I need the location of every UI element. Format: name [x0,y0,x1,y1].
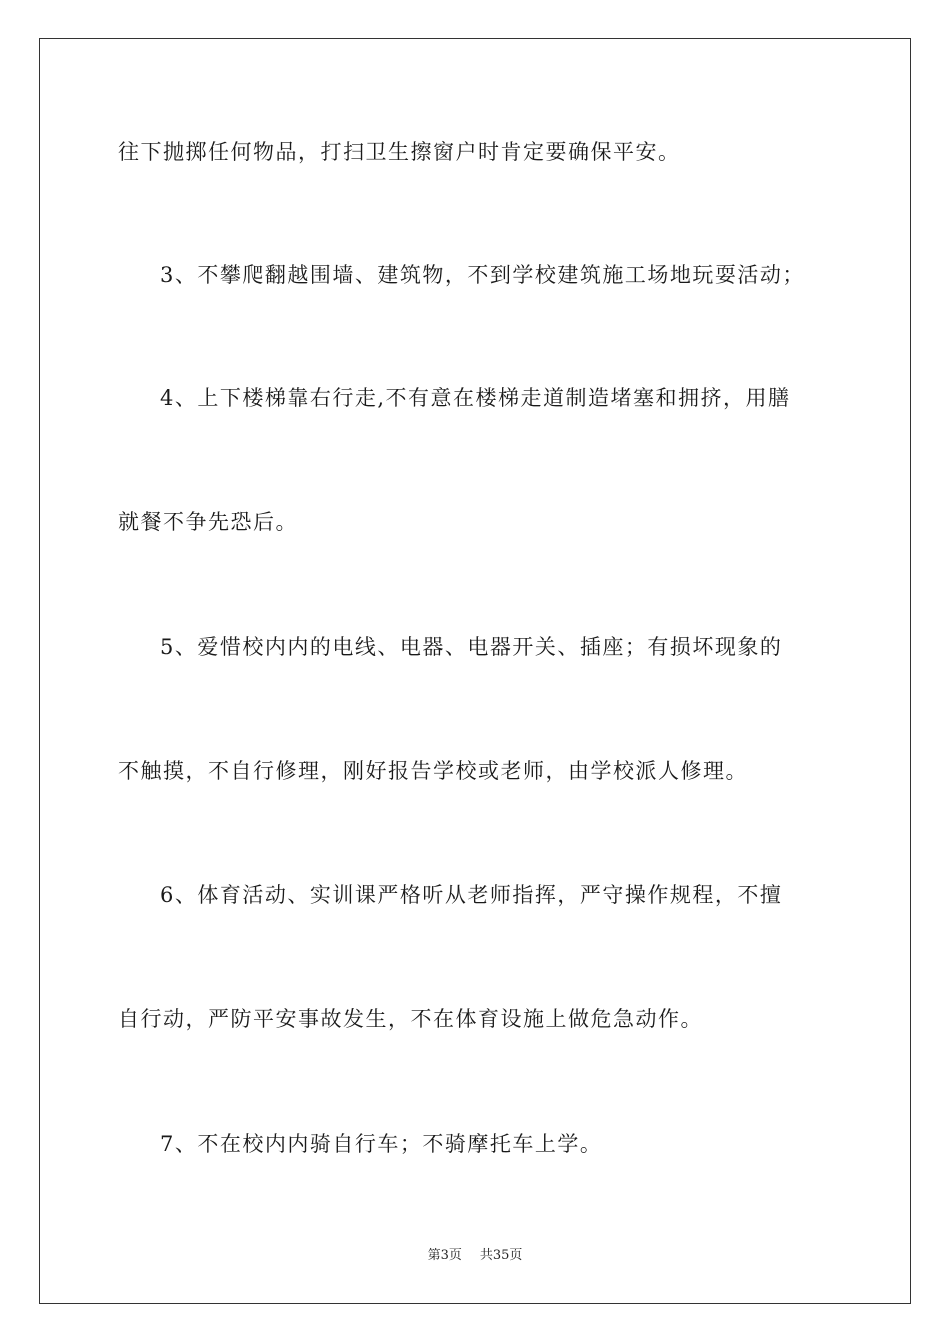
paragraph-line: 3、不攀爬翻越围墙、建筑物，不到学校建筑施工场地玩耍活动； [160,263,805,287]
paragraph-line: 7、不在校内内骑自行车；不骑摩托车上学。 [160,1132,603,1156]
page-number: 第3页 [427,1248,462,1263]
page-footer [0,1246,950,1266]
paragraph-line: 不触摸，不自行修理，刚好报告学校或老师，由学校派人修理。 [118,759,748,783]
paragraph-line: 就餐不争先恐后。 [118,510,298,534]
paragraph-line: 4、上下楼梯靠右行走,不有意在楼梯走道制造堵塞和拥挤，用膳 [160,386,791,410]
paragraph-line: 往下抛掷任何物品，打扫卫生擦窗户时肯定要确保平安。 [118,140,681,164]
paragraph-line: 6、体育活动、实训课严格听从老师指挥，严守操作规程，不擅 [160,883,783,907]
paragraph-line: 自行动，严防平安事故发生，不在体育设施上做危急动作。 [118,1007,703,1031]
paragraph-line: 5、爱惜校内内的电线、电器、电器开关、插座；有损坏现象的 [160,635,783,659]
page-total: 共35页 [479,1248,523,1263]
page-border [39,38,911,1304]
